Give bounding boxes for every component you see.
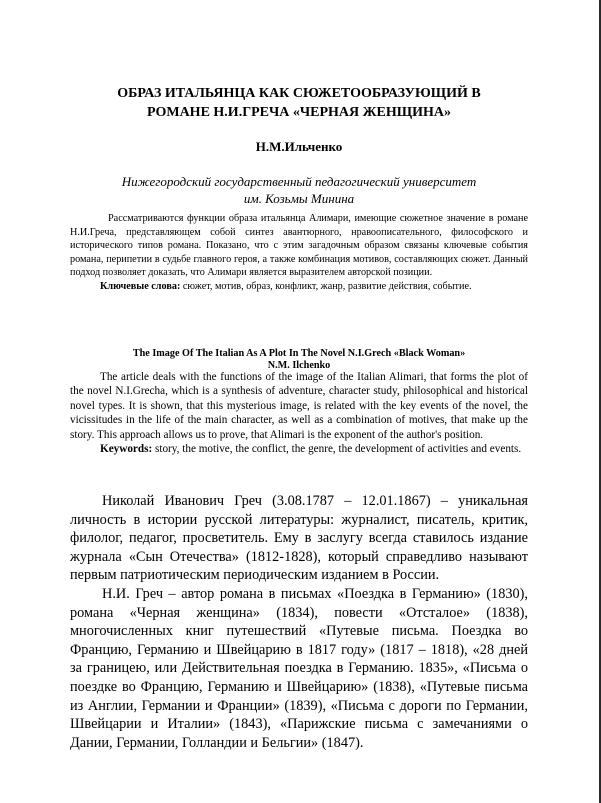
affiliation	[70, 173, 528, 207]
keywords-ru	[70, 280, 528, 294]
english-heading	[70, 348, 528, 372]
affiliation-line-1: Нижегородский государственный педагогический университет	[121, 174, 477, 189]
author-en: N.M. Ilchenko	[267, 360, 331, 371]
abstract-ru	[70, 212, 528, 293]
body-paragraph-2: Н.И. Греч – автор романа в письмах «Поездка в Германию» (1830), романа «Черная женщина» (1834), повести «Отсталое» (1838), многочисленных книг путешествий «Путевые письма. Поездка во Францию, Германию и Швейцарию в 1817 году» (1817 – 1818), «28 дней за границею, или Действительная поездка в Германию. 1835», «Письма о поездке во Францию, Германию и Швейцарию» (1838), «Путевые письма из Англии, Германии и Франции» (1839), «Письма с дороги по Германии, Швейцарии и Италии» (1843), «Парижские письма с замечаниями о Дании, Германии, Голландии и Бельгии» (1847).	[70, 585, 528, 751]
keywords-en	[70, 442, 528, 456]
title-line-2: РОМАНЕ Н.И.ГРЕЧА «ЧЕРНАЯ ЖЕНЩИНА»	[147, 105, 451, 120]
author-name: Н.М.Ильченко	[255, 139, 343, 154]
abstract-en	[70, 370, 528, 456]
title-en: The Image Of The Italian As A Plot In The Novel N.I.Grech «Black Woman»	[132, 348, 466, 359]
body-paragraph-1: Николай Иванович Греч (3.08.1787 – 12.01.1867) – уникальная личность в истории русской литературы: журналист, писатель, критик, филолог, педагог, просветитель. Ему в заслугу всегда ставилось издание журнала «Сын Отечества» (1812-1828), который справедливо называют первым патриотическим периодическим изданием в России.	[70, 493, 528, 584]
abstract-en-text: The article deals with the functions of the image of the Italian Alimari, that forms the plot of the novel N.I.Grecha, which is a synthesis of adventure, character study, philosophical and historical novel types. It is shown, that this mysterious image, is related with the key events of the novel, the vicissitudes in the life of the main character, as well as a combination of motives, that make up the story. This approach allows us to prove, that Alimari is the exponent of the author's position.	[70, 371, 528, 441]
keywords-ru-label: Ключевые слова:	[100, 280, 181, 292]
body-text	[70, 492, 528, 752]
keywords-en-text: story, the motive, the conflict, the genre, the development of activities and events.	[152, 443, 522, 456]
keywords-ru-text: сюжет, мотив, образ, конфликт, жанр, развитие действия, событие.	[180, 280, 472, 292]
affiliation-line-2: им. Козьмы Минина	[243, 191, 355, 206]
title-line-1: ОБРАЗ ИТАЛЬЯНЦА КАК СЮЖЕТООБРАЗУЮЩИЙ В	[117, 86, 481, 101]
keywords-en-label: Keywords:	[100, 443, 153, 456]
abstract-ru-text: Рассматриваются функции образа итальянца Алимари, имеющие сюжетное значение в романе Н.И.Греча, представляющем собой синтез авантюрного, нравоописательного, философского и исторического типов романа. Показано, что с этим загадочным образом связаны ключевые события романа, перипетии в судьбе главного героя, а также комбинация мотивов, составляющих сюжет. Данный подход позволяет доказать, что Алимари является выразителем авторской позиции.	[70, 213, 528, 278]
paper-title	[70, 84, 528, 122]
